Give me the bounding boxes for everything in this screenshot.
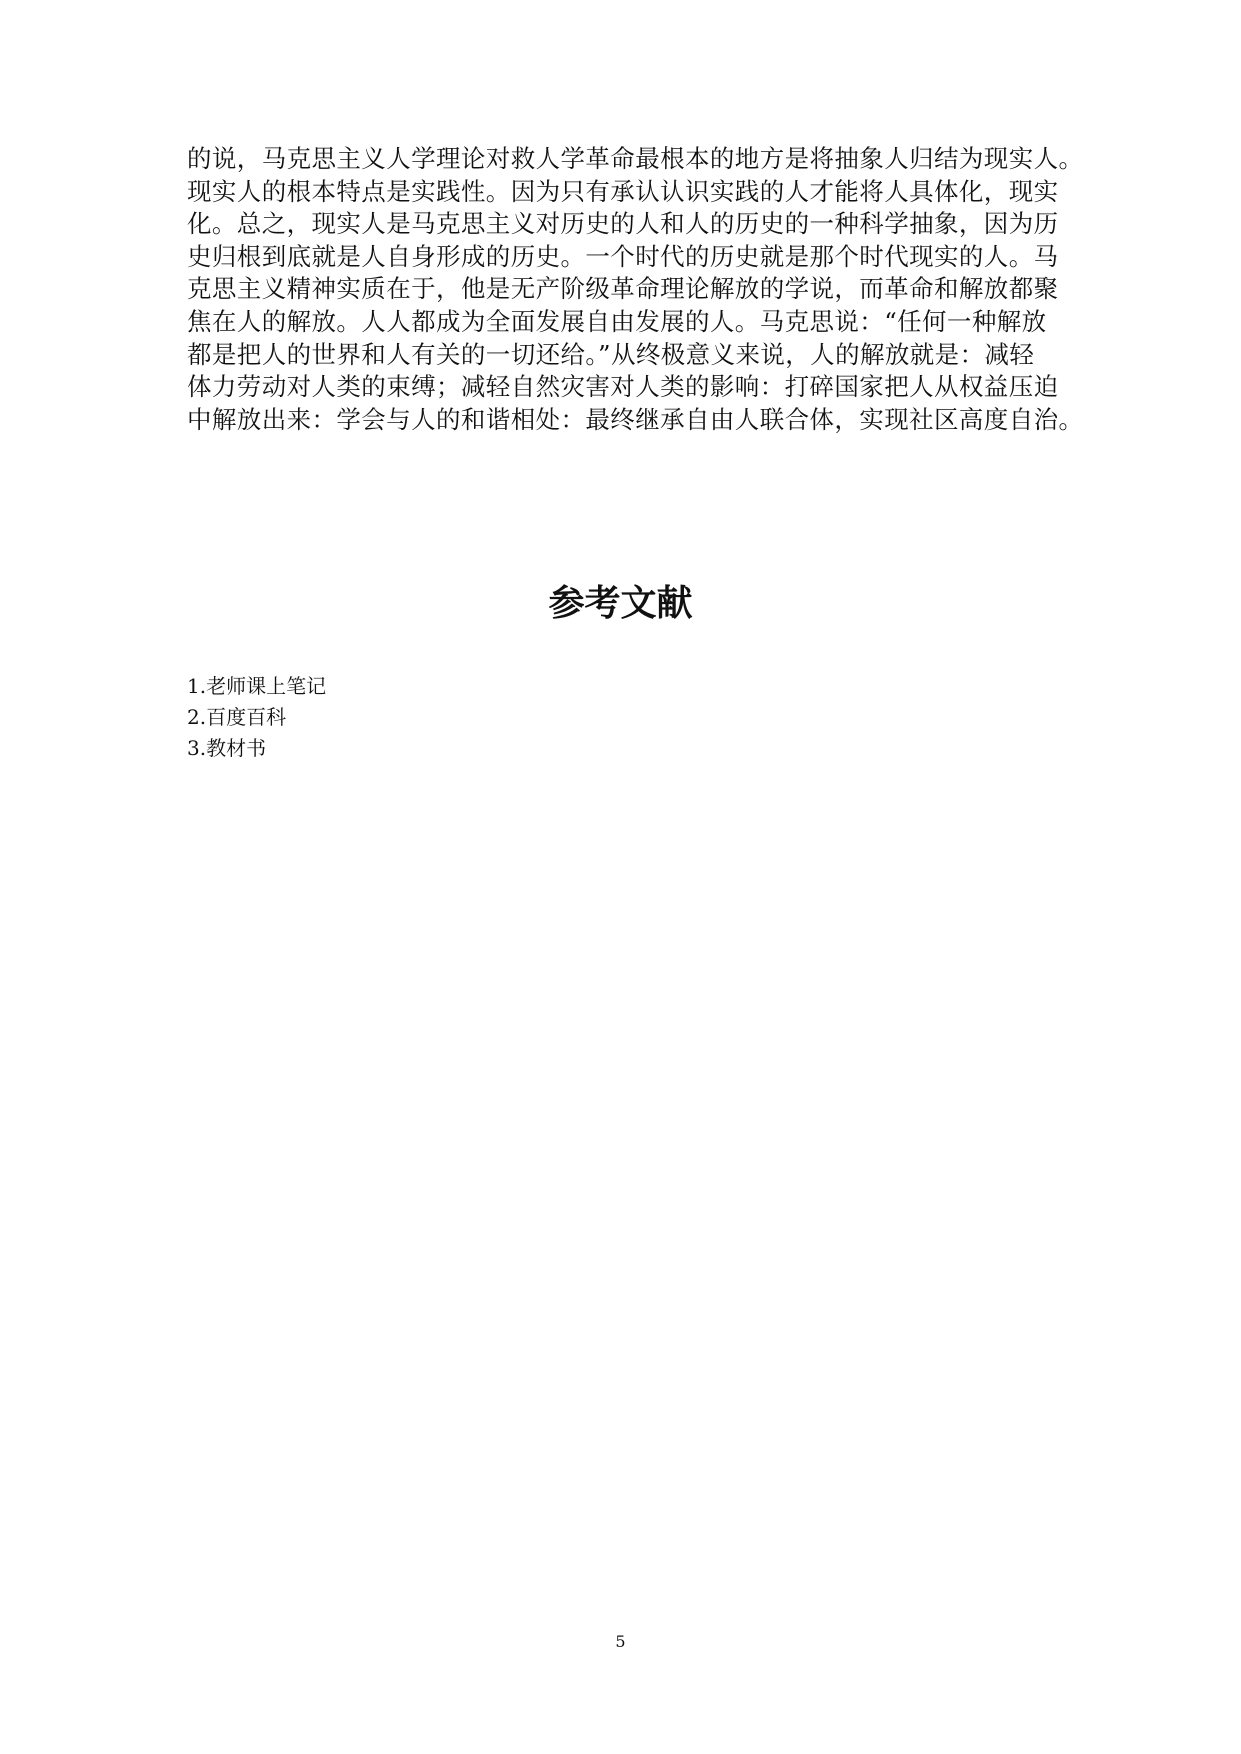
- body-line: 化。总之，现实人是马克思主义对历史的人和人的历史的一种科学抽象，因为历: [187, 209, 1059, 239]
- body-line: 的说，马克思主义人学理论对救人学革命最根本的地方是将抽象人归结为现实人。: [187, 144, 1084, 173]
- body-line: 现实人的根本特点是实践性。因为只有承认认识实践的人才能将人具体化，现实: [187, 176, 1059, 206]
- body-line: 克思主义精神实质在于，他是无产阶级革命理论解放的学说，而革命和解放都聚: [187, 274, 1059, 304]
- body-line: 焦在人的解放。人人都成为全面发展自由发展的人。马克思说：“任何一种解放: [187, 306, 1047, 336]
- reference-item: 3.教材书: [187, 736, 267, 760]
- body-line: 都是把人的世界和人有关的一切还给。”从终极意义来说，人的解放就是：减轻: [187, 339, 1035, 369]
- body-paragraph: [187, 143, 1084, 436]
- body-line: 中解放出来：学会与人的和谐相处：最终继承自由人联合体，实现社区高度自治。: [187, 404, 1084, 434]
- body-line: 体力劳动对人类的束缚；减轻自然灾害对人类的影响：打碎国家把人从权益压迫: [187, 372, 1059, 402]
- page-number: 5: [615, 1632, 626, 1651]
- references-heading: 参考文献: [548, 583, 693, 624]
- body-line: 史归根到底就是人自身形成的历史。一个时代的历史就是那个时代现实的人。马: [187, 241, 1059, 271]
- references-list: [187, 671, 326, 764]
- reference-item: 1.老师课上笔记: [187, 674, 327, 698]
- reference-item: 2.百度百科: [187, 705, 287, 729]
